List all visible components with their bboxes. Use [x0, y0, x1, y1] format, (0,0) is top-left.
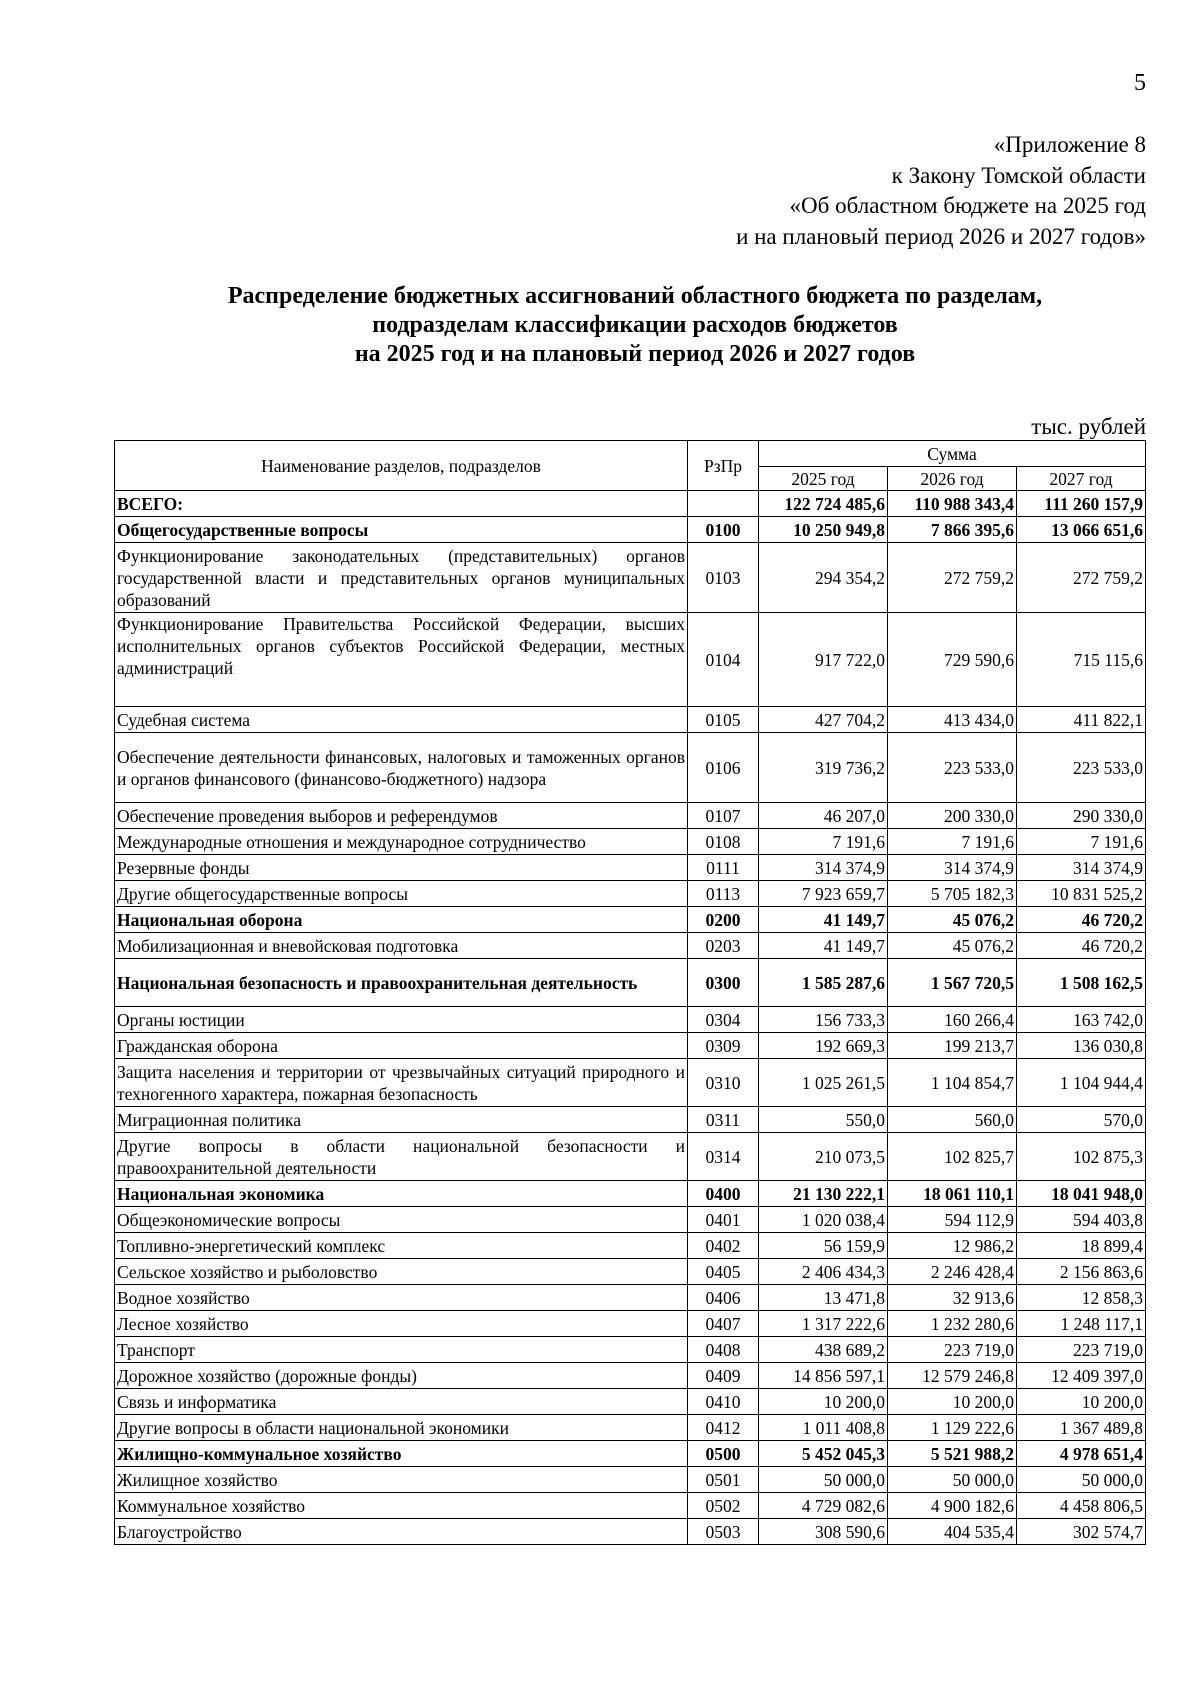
table-row — [115, 1285, 1146, 1311]
row-value-2026: 102 825,7 — [888, 1133, 1017, 1181]
row-value-2025: 10 250 949,8 — [759, 517, 888, 543]
row-value-2025: 10 200,0 — [759, 1389, 888, 1415]
row-name: Связь и информатика — [115, 1389, 688, 1415]
row-value-2026: 199 213,7 — [888, 1033, 1017, 1059]
row-value-2026: 1 104 854,7 — [888, 1059, 1017, 1107]
row-value-2025: 13 471,8 — [759, 1285, 888, 1311]
row-value-2026: 729 590,6 — [888, 613, 1017, 707]
row-value-2026: 5 705 182,3 — [888, 881, 1017, 907]
row-name: Гражданская оборона — [115, 1033, 688, 1059]
table-row — [115, 1233, 1146, 1259]
row-value-2025: 2 406 434,3 — [759, 1259, 888, 1285]
row-code: 0100 — [688, 517, 759, 543]
row-code: 0406 — [688, 1285, 759, 1311]
row-value-2027: 1 508 162,5 — [1017, 959, 1146, 1007]
row-value-2025: 1 020 038,4 — [759, 1207, 888, 1233]
row-code: 0311 — [688, 1107, 759, 1133]
row-value-2027: 1 248 117,1 — [1017, 1311, 1146, 1337]
row-value-2025: 156 733,3 — [759, 1007, 888, 1033]
table-row — [115, 1207, 1146, 1233]
row-value-2025: 4 729 082,6 — [759, 1493, 888, 1519]
row-value-2026: 314 374,9 — [888, 855, 1017, 881]
row-value-2025: 21 130 222,1 — [759, 1181, 888, 1207]
row-code: 0105 — [688, 707, 759, 733]
title-line: Распределение бюджетных ассигнований областного бюджета по разделам, — [227, 283, 1043, 309]
table-row — [115, 1033, 1146, 1059]
row-value-2025: 56 159,9 — [759, 1233, 888, 1259]
row-code: 0501 — [688, 1467, 759, 1493]
row-code: 0502 — [688, 1493, 759, 1519]
row-value-2026: 200 330,0 — [888, 803, 1017, 829]
appendix-line: «Об областном бюджете на 2025 год — [789, 193, 1146, 218]
row-code: 0409 — [688, 1363, 759, 1389]
row-value-2025: 14 856 597,1 — [759, 1363, 888, 1389]
row-value-2025: 308 590,6 — [759, 1519, 888, 1545]
row-name: Другие общегосударственные вопросы — [115, 881, 688, 907]
row-value-2026: 1 129 222,6 — [888, 1415, 1017, 1441]
row-code: 0503 — [688, 1519, 759, 1545]
header-year-2027: 2027 год — [1017, 467, 1146, 491]
table-row — [115, 803, 1146, 829]
title-line: на 2025 год и на плановый период 2026 и 2027 годов — [354, 341, 916, 367]
row-value-2027: 10 831 525,2 — [1017, 881, 1146, 907]
row-name: Органы юстиции — [115, 1007, 688, 1033]
row-value-2027: 2 156 863,6 — [1017, 1259, 1146, 1285]
row-value-2025: 1 025 261,5 — [759, 1059, 888, 1107]
table-row — [115, 1007, 1146, 1033]
row-name: Топливно-энергетический комплекс — [115, 1233, 688, 1259]
appendix-line: «Приложение 8 — [993, 132, 1146, 157]
table-row — [115, 1311, 1146, 1337]
table-row — [115, 1059, 1146, 1107]
title-line: подразделам классификации расходов бюджетов — [372, 312, 898, 338]
row-name: ВСЕГО: — [115, 491, 688, 517]
row-value-2026: 45 076,2 — [888, 907, 1017, 933]
row-value-2027: 302 574,7 — [1017, 1519, 1146, 1545]
row-value-2026: 12 986,2 — [888, 1233, 1017, 1259]
row-code: 0407 — [688, 1311, 759, 1337]
row-code: 0412 — [688, 1415, 759, 1441]
row-value-2027: 136 030,8 — [1017, 1033, 1146, 1059]
row-name: Жилищно-коммунальное хозяйство — [115, 1441, 688, 1467]
row-value-2025: 210 073,5 — [759, 1133, 888, 1181]
row-value-2026: 7 191,6 — [888, 829, 1017, 855]
row-value-2026: 223 719,0 — [888, 1337, 1017, 1363]
row-value-2026: 18 061 110,1 — [888, 1181, 1017, 1207]
table-row — [115, 491, 1146, 517]
row-value-2027: 715 115,6 — [1017, 613, 1146, 707]
header-sum: Сумма — [759, 441, 1146, 467]
row-value-2027: 111 260 157,9 — [1017, 491, 1146, 517]
row-value-2027: 4 458 806,5 — [1017, 1493, 1146, 1519]
row-value-2025: 192 669,3 — [759, 1033, 888, 1059]
row-value-2025: 550,0 — [759, 1107, 888, 1133]
table-row — [115, 1259, 1146, 1285]
row-name: Функционирование Правительства Российской Федерации, высших исполнительных органов субъектов Российской Федерации, местных администраций — [115, 613, 688, 707]
row-value-2027: 18 899,4 — [1017, 1233, 1146, 1259]
row-name: Благоустройство — [115, 1519, 688, 1545]
row-value-2026: 32 913,6 — [888, 1285, 1017, 1311]
row-value-2026: 7 866 395,6 — [888, 517, 1017, 543]
row-value-2027: 1 367 489,8 — [1017, 1415, 1146, 1441]
row-code: 0108 — [688, 829, 759, 855]
table-row — [115, 907, 1146, 933]
table-row — [115, 1363, 1146, 1389]
table-row — [115, 707, 1146, 733]
table-row — [115, 543, 1146, 613]
row-name: Национальная экономика — [115, 1181, 688, 1207]
row-value-2026: 1 232 280,6 — [888, 1311, 1017, 1337]
row-value-2027: 223 719,0 — [1017, 1337, 1146, 1363]
row-code: 0410 — [688, 1389, 759, 1415]
appendix-line: к Закону Томской области — [891, 162, 1146, 188]
row-value-2025: 7 191,6 — [759, 829, 888, 855]
row-code: 0106 — [688, 733, 759, 803]
row-value-2025: 319 736,2 — [759, 733, 888, 803]
table-row — [115, 959, 1146, 1007]
row-value-2026: 50 000,0 — [888, 1467, 1017, 1493]
row-value-2027: 570,0 — [1017, 1107, 1146, 1133]
row-name: Общегосударственные вопросы — [115, 517, 688, 543]
table-row — [115, 1389, 1146, 1415]
table-row — [115, 1467, 1146, 1493]
row-value-2027: 290 330,0 — [1017, 803, 1146, 829]
row-code: 0111 — [688, 855, 759, 881]
header-name: Наименование разделов, подразделов — [115, 441, 688, 491]
header-year-2025: 2025 год — [759, 467, 888, 491]
row-value-2027: 272 759,2 — [1017, 543, 1146, 613]
header-code: РзПр — [688, 441, 759, 491]
row-code: 0401 — [688, 1207, 759, 1233]
row-name: Судебная система — [115, 707, 688, 733]
row-value-2027: 1 104 944,4 — [1017, 1059, 1146, 1107]
row-code — [688, 491, 759, 517]
row-value-2026: 4 900 182,6 — [888, 1493, 1017, 1519]
row-value-2027: 50 000,0 — [1017, 1467, 1146, 1493]
row-value-2025: 122 724 485,6 — [759, 491, 888, 517]
row-name: Транспорт — [115, 1337, 688, 1363]
table-row — [115, 733, 1146, 803]
row-value-2026: 110 988 343,4 — [888, 491, 1017, 517]
row-value-2027: 411 822,1 — [1017, 707, 1146, 733]
table-row — [115, 1133, 1146, 1181]
table-row — [115, 881, 1146, 907]
row-value-2027: 46 720,2 — [1017, 907, 1146, 933]
row-name: Функционирование законодательных (представительных) органов государственной власти и представительных органов муниципальных образований — [115, 543, 688, 613]
row-value-2025: 917 722,0 — [759, 613, 888, 707]
appendix-line: и на плановый период 2026 и 2027 годов» — [736, 223, 1146, 249]
header-year-2026: 2026 год — [888, 467, 1017, 491]
row-name: Защита населения и территории от чрезвычайных ситуаций природного и техногенного характера, пожарная безопасность — [115, 1059, 688, 1107]
table-row — [115, 829, 1146, 855]
table-row — [115, 517, 1146, 543]
row-name: Национальная оборона — [115, 907, 688, 933]
row-name: Национальная безопасность и правоохранительная деятельность — [115, 959, 688, 1007]
row-value-2025: 427 704,2 — [759, 707, 888, 733]
row-value-2027: 12 409 397,0 — [1017, 1363, 1146, 1389]
row-name: Общеэкономические вопросы — [115, 1207, 688, 1233]
row-code: 0310 — [688, 1059, 759, 1107]
row-name: Сельское хозяйство и рыболовство — [115, 1259, 688, 1285]
row-value-2026: 10 200,0 — [888, 1389, 1017, 1415]
row-name: Мобилизационная и вневойсковая подготовка — [115, 933, 688, 959]
row-name: Водное хозяйство — [115, 1285, 688, 1311]
row-name: Дорожное хозяйство (дорожные фонды) — [115, 1363, 688, 1389]
row-name: Обеспечение деятельности финансовых, налоговых и таможенных органов и органов финансового (финансово-бюджетного) надзора — [115, 733, 688, 803]
table-row — [115, 613, 1146, 707]
table-row — [115, 855, 1146, 881]
unit-label: тыс. рублей — [1031, 414, 1146, 439]
row-code: 0500 — [688, 1441, 759, 1467]
row-value-2025: 1 317 222,6 — [759, 1311, 888, 1337]
table-row — [115, 1337, 1146, 1363]
row-code: 0200 — [688, 907, 759, 933]
row-value-2026: 223 533,0 — [888, 733, 1017, 803]
row-code: 0400 — [688, 1181, 759, 1207]
row-value-2025: 1 585 287,6 — [759, 959, 888, 1007]
row-value-2026: 404 535,4 — [888, 1519, 1017, 1545]
row-code: 0104 — [688, 613, 759, 707]
row-code: 0103 — [688, 543, 759, 613]
row-value-2027: 18 041 948,0 — [1017, 1181, 1146, 1207]
row-code: 0402 — [688, 1233, 759, 1259]
row-code: 0405 — [688, 1259, 759, 1285]
row-value-2026: 160 266,4 — [888, 1007, 1017, 1033]
row-value-2027: 7 191,6 — [1017, 829, 1146, 855]
page-number: 5 — [1134, 70, 1146, 96]
table-row — [115, 1181, 1146, 1207]
row-name: Другие вопросы в области национальной экономики — [115, 1415, 688, 1441]
row-code: 0113 — [688, 881, 759, 907]
row-value-2027: 314 374,9 — [1017, 855, 1146, 881]
row-code: 0203 — [688, 933, 759, 959]
row-value-2026: 594 112,9 — [888, 1207, 1017, 1233]
row-code: 0304 — [688, 1007, 759, 1033]
row-value-2027: 163 742,0 — [1017, 1007, 1146, 1033]
row-value-2027: 10 200,0 — [1017, 1389, 1146, 1415]
document-title — [0, 282, 1200, 369]
row-name: Миграционная политика — [115, 1107, 688, 1133]
row-value-2027: 594 403,8 — [1017, 1207, 1146, 1233]
row-name: Жилищное хозяйство — [115, 1467, 688, 1493]
table-row — [115, 1107, 1146, 1133]
row-value-2027: 4 978 651,4 — [1017, 1441, 1146, 1467]
row-code: 0314 — [688, 1133, 759, 1181]
row-value-2026: 272 759,2 — [888, 543, 1017, 613]
row-name: Обеспечение проведения выборов и референдумов — [115, 803, 688, 829]
table-row — [115, 1519, 1146, 1545]
row-value-2027: 223 533,0 — [1017, 733, 1146, 803]
appendix-header — [736, 130, 1146, 252]
row-value-2027: 46 720,2 — [1017, 933, 1146, 959]
row-value-2025: 41 149,7 — [759, 933, 888, 959]
row-value-2026: 5 521 988,2 — [888, 1441, 1017, 1467]
table-row — [115, 1415, 1146, 1441]
row-code: 0408 — [688, 1337, 759, 1363]
table-row — [115, 933, 1146, 959]
row-value-2026: 1 567 720,5 — [888, 959, 1017, 1007]
row-value-2025: 438 689,2 — [759, 1337, 888, 1363]
row-value-2025: 50 000,0 — [759, 1467, 888, 1493]
row-code: 0107 — [688, 803, 759, 829]
row-value-2027: 12 858,3 — [1017, 1285, 1146, 1311]
row-value-2025: 41 149,7 — [759, 907, 888, 933]
table-row — [115, 1493, 1146, 1519]
row-code: 0300 — [688, 959, 759, 1007]
row-name: Коммунальное хозяйство — [115, 1493, 688, 1519]
row-value-2027: 13 066 651,6 — [1017, 517, 1146, 543]
row-name: Резервные фонды — [115, 855, 688, 881]
row-value-2027: 102 875,3 — [1017, 1133, 1146, 1181]
header-row — [115, 441, 1146, 467]
row-value-2025: 5 452 045,3 — [759, 1441, 888, 1467]
row-code: 0309 — [688, 1033, 759, 1059]
row-value-2025: 1 011 408,8 — [759, 1415, 888, 1441]
row-value-2025: 7 923 659,7 — [759, 881, 888, 907]
row-name: Другие вопросы в области национальной безопасности и правоохранительной деятельности — [115, 1133, 688, 1181]
row-name: Лесное хозяйство — [115, 1311, 688, 1337]
row-value-2025: 294 354,2 — [759, 543, 888, 613]
row-value-2026: 12 579 246,8 — [888, 1363, 1017, 1389]
row-value-2025: 46 207,0 — [759, 803, 888, 829]
row-name: Международные отношения и международное сотрудничество — [115, 829, 688, 855]
row-value-2026: 560,0 — [888, 1107, 1017, 1133]
row-value-2026: 413 434,0 — [888, 707, 1017, 733]
row-value-2026: 2 246 428,4 — [888, 1259, 1017, 1285]
row-value-2025: 314 374,9 — [759, 855, 888, 881]
budget-table — [114, 440, 1146, 1545]
table-row — [115, 1441, 1146, 1467]
row-value-2026: 45 076,2 — [888, 933, 1017, 959]
